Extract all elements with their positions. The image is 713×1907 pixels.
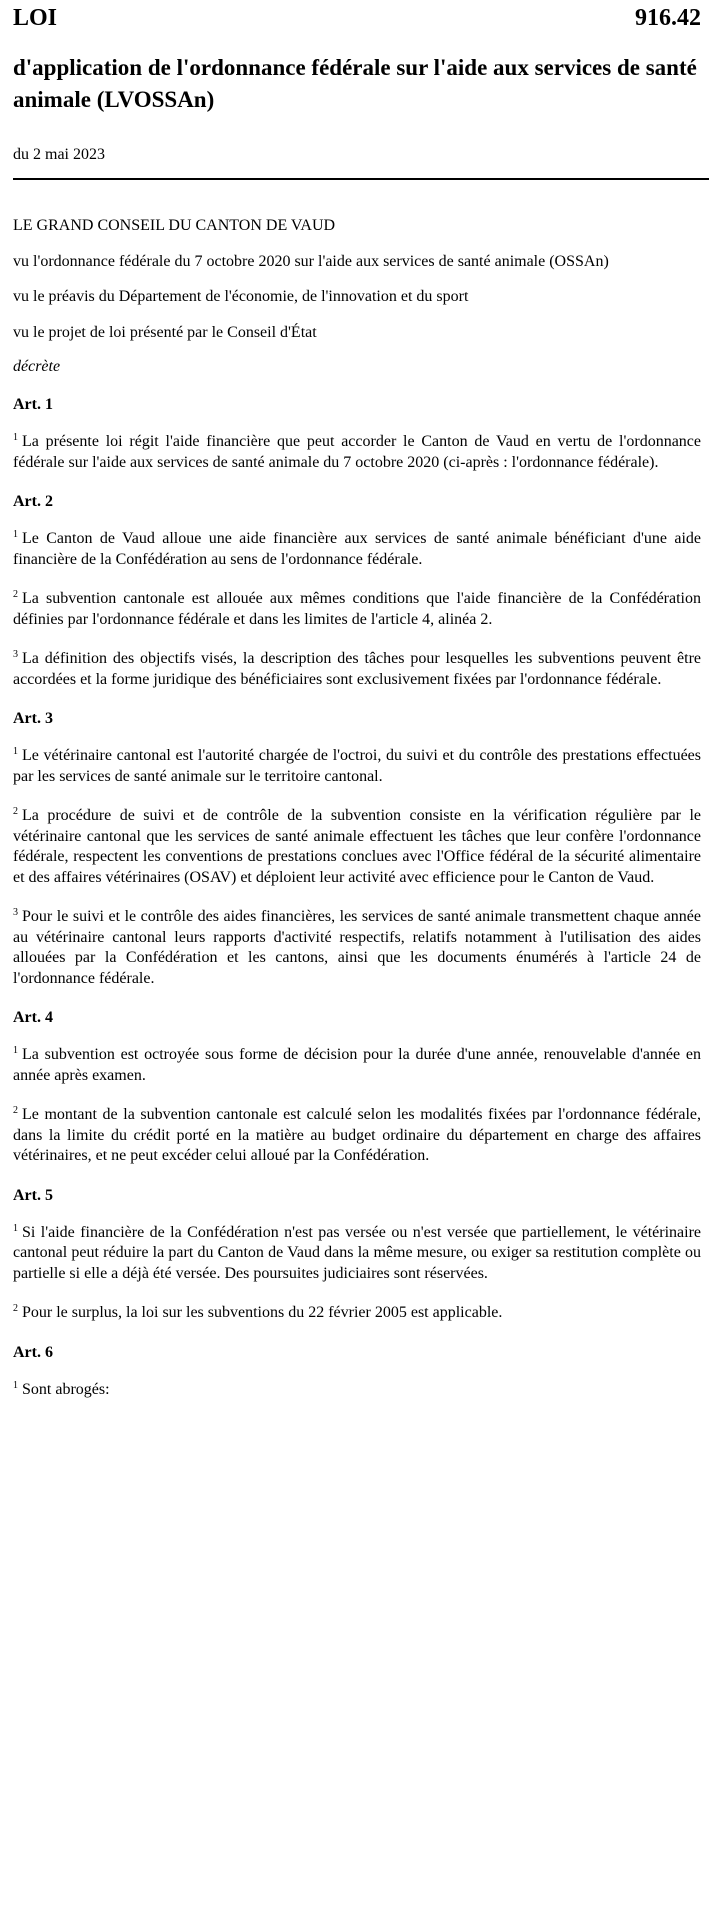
- alinea-number: 3: [13, 907, 18, 918]
- alinea-number: 2: [13, 589, 18, 600]
- considerant: vu l'ordonnance fédérale du 7 octobre 2020 sur l'aide aux services de santé animale (OSSAn): [13, 252, 609, 270]
- alinea-text: Sont abrogés:: [22, 1380, 110, 1398]
- alinea: [13, 428, 701, 473]
- alinea: [13, 525, 701, 570]
- article: [13, 493, 701, 690]
- considerant: vu le préavis du Département de l'économie, de l'innovation et du sport: [13, 288, 469, 305]
- decrete: décrète: [13, 358, 61, 375]
- document-header: [13, 0, 701, 44]
- alinea-text: La définition des objectifs visés, la description des tâches pour lesquelles les subventions peuvent être accordées et la forme juridique des bénéficiaires sont exclusivement fixées par l'ordonnance fédérale.: [13, 650, 701, 688]
- authority: LE GRAND CONSEIL DU CANTON DE VAUD: [13, 217, 336, 234]
- law-title: d'application de l'ordonnance fédérale sur l'aide aux services de santé animale (LVOSSAn): [13, 55, 697, 112]
- alinea-number: 1: [13, 1379, 18, 1391]
- article-title: Art. 3: [13, 710, 53, 727]
- alinea: [13, 585, 701, 630]
- article-title: Art. 5: [13, 1186, 53, 1204]
- article-title: Art. 6: [13, 1343, 53, 1361]
- alinea: [13, 1299, 701, 1324]
- alinea-text: Le Canton de Vaud alloue une aide financière aux services de santé animale bénéficiant d'une aide financière de la Confédération au sens de l'ordonnance fédérale.: [13, 530, 701, 568]
- alinea-text: Pour le surplus, la loi sur les subventions du 22 février 2005 est applicable.: [22, 1304, 503, 1321]
- considerant: vu le projet de loi présenté par le Conseil d'État: [13, 323, 317, 341]
- alinea-text: La subvention cantonale est allouée aux mêmes conditions que l'aide financière de la Confédération définies par l'ordonnance fédérale et dans les limites de l'article 4, alinéa 2.: [13, 590, 701, 628]
- alinea-number: 1: [13, 746, 18, 757]
- alinea-number: 1: [13, 1222, 18, 1234]
- alinea-number: 2: [13, 1105, 18, 1116]
- alinea-text: La subvention est octroyée sous forme de décision pour la durée d'une année, renouvelable d'année en année après examen.: [13, 1046, 701, 1084]
- articles: [13, 396, 701, 1400]
- alinea-text: Le vétérinaire cantonal est l'autorité chargée de l'octroi, du suivi et du contrôle des prestations effectuées par les services de santé animale sur le territoire cantonal.: [13, 747, 701, 785]
- alinea-text: Pour le suivi et le contrôle des aides financières, les services de santé animale transmettent chaque année au vétérinaire cantonal leurs rapports d'activité respectifs, relatifs notamment à l'utilisation des aides allouées par la Confédération et les cantons, ainsi que les documents énumérés à l'article 24 de l'ordonnance fédérale.: [13, 908, 701, 987]
- preamble: [13, 216, 701, 376]
- article: [13, 396, 701, 473]
- article: [13, 1009, 701, 1167]
- article: [13, 1344, 701, 1401]
- alinea: [13, 1041, 701, 1086]
- systematic-number: 916.42: [635, 5, 701, 31]
- article: [13, 1187, 701, 1324]
- alinea-text: Si l'aide financière de la Confédération n'est pas versée ou n'est versée que partiellement, le vétérinaire cantonal peut réduire la part du Canton de Vaud dans la même mesure, ou exiger sa restitution complète ou partielle si elle a déjà été versée. Des poursuites judiciaires sont réservées.: [13, 1223, 701, 1282]
- article-title: Art. 1: [13, 396, 53, 413]
- alinea-text: La présente loi régit l'aide financière que peut accorder le Canton de Vaud en vertu de l'ordonnance fédérale sur l'aide aux services de santé animale du 7 octobre 2020 (ci-après : l'ordonnance fédérale).: [13, 433, 701, 471]
- alinea-text: Le montant de la subvention cantonale est calculé selon les modalités fixées par l'ordonnance fédérale, dans la limite du crédit porté en la matière au budget ordinaire du département en charge des affaires vétérinaires, et ne peut excéder celui alloué par la Confédération.: [13, 1106, 701, 1164]
- alinea-number: 1: [13, 529, 18, 540]
- alinea-number: 1: [13, 432, 18, 443]
- alinea-number: 2: [13, 806, 18, 817]
- alinea: [13, 1219, 701, 1285]
- article: [13, 710, 701, 989]
- alinea: [13, 742, 701, 787]
- alinea: [13, 903, 701, 989]
- alinea-text: La procédure de suivi et de contrôle de la subvention consiste en la vérification régulière par le vétérinaire cantonal que les services de santé animale effectuent les tâches que leur confère l'ordonnance fédérale, respectent les conventions de prestations conclues avec l'Office fédéral de la sécurité alimentaire et des affaires vétérinaires (OSAV) et déploient leur activité avec efficience pour le Canton de Vaud.: [13, 807, 701, 886]
- document-page: [13, 0, 701, 1415]
- law-date: du 2 mai 2023: [13, 146, 105, 163]
- article-title: Art. 4: [13, 1009, 53, 1026]
- document-type: LOI: [13, 5, 58, 31]
- alinea-number: 1: [13, 1045, 18, 1056]
- alinea-number: 2: [13, 1303, 18, 1314]
- header-divider: [13, 178, 709, 180]
- alinea: [13, 802, 701, 888]
- alinea-number: 3: [13, 649, 18, 660]
- article-title: Art. 2: [13, 493, 53, 510]
- alinea: [13, 1101, 701, 1167]
- alinea: [13, 1376, 701, 1401]
- alinea: [13, 645, 701, 690]
